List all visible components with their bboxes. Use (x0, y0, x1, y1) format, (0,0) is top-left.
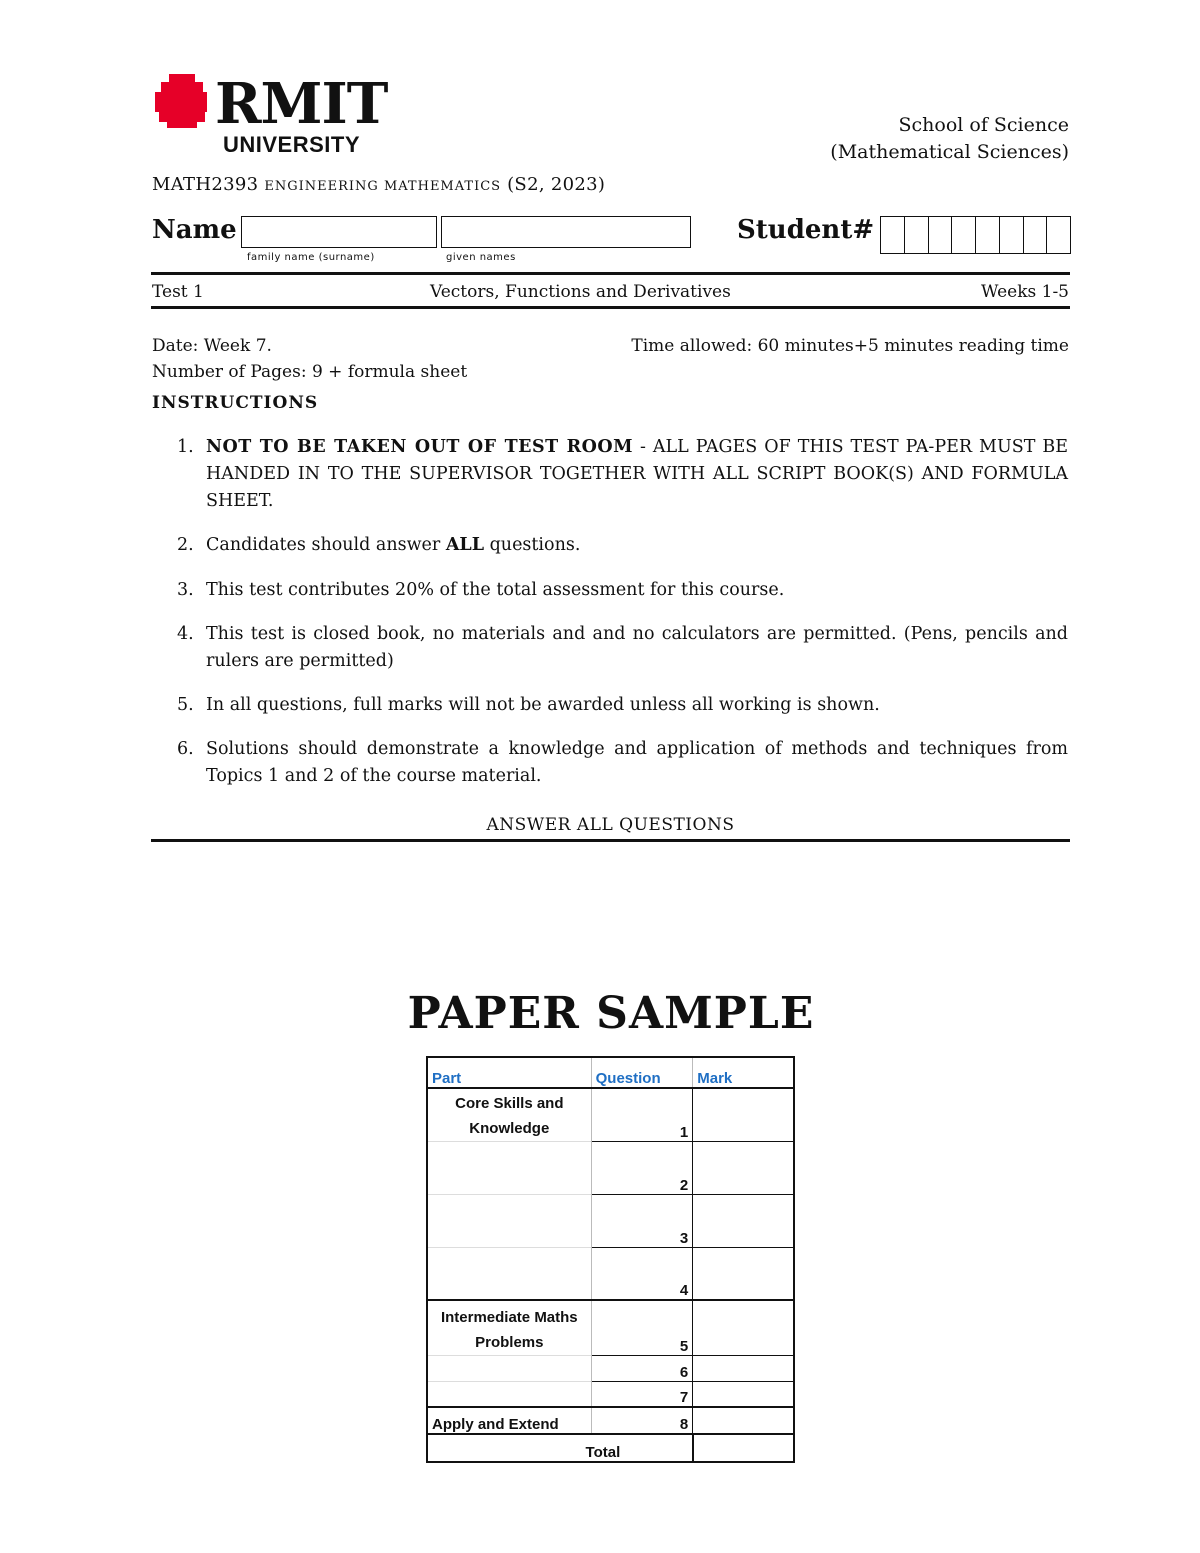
marks-table (426, 1056, 795, 1463)
paper-sample-title: PAPER SAMPLE (407, 988, 815, 1039)
divider-top (151, 272, 1070, 275)
header-part: Part (427, 1057, 591, 1088)
logo-subtitle: UNIVERSITY (223, 132, 361, 157)
school-department: (Mathematical Sciences) (830, 141, 1069, 163)
table-row (427, 1088, 794, 1141)
instructions-heading: INSTRUCTIONS (152, 393, 319, 413)
rmit-logo (155, 71, 388, 157)
total-label: Total (427, 1434, 693, 1462)
instructions-list: 1. NOT TO BE TAKEN OUT OF TEST ROOM - ALL PAGES OF THIS TEST PA-PER MUST BE HANDED IN TO THE SUPERVISOR TOGETHER WITH ALL SCRIPT BOOK(S) AND FORMULA SHEET. 2. Candidates should answer ALL questions. 3. This test contributes 20% of the total assessment for this course. 4. This test is closed book, no materials and and no calculators are permitted. (Pens, pencils and rulers are permitted) 5. In all questions, full marks will not be awarded unless all working is shown. 6. Solutions should demonstrate a knowledge and application of methods and techniques from Topics 1 and 2 of the course material. (177, 437, 1068, 786)
table-row (427, 1300, 794, 1355)
divider-bottom (151, 839, 1070, 842)
given-names-field[interactable] (441, 216, 691, 248)
student-number-label: Student# (737, 215, 875, 245)
part-apply-extend: Apply and Extend (427, 1407, 591, 1434)
exam-date: Date: Week 7. (152, 336, 272, 356)
table-header-row (427, 1057, 794, 1088)
question-number: 3 (591, 1194, 693, 1247)
part-intermediate: Intermediate Maths Problems (427, 1300, 591, 1355)
student-digit-box[interactable] (881, 217, 905, 253)
question-number: 5 (591, 1300, 693, 1355)
question-number: 4 (591, 1247, 693, 1300)
total-mark-cell[interactable] (693, 1434, 794, 1462)
question-number: 8 (591, 1407, 693, 1434)
student-digit-box[interactable] (952, 217, 976, 253)
course-title (152, 174, 605, 195)
test-topic: Vectors, Functions and Derivatives (430, 282, 731, 302)
table-row (427, 1355, 794, 1381)
question-number: 1 (591, 1088, 693, 1141)
name-label: Name (152, 215, 237, 245)
question-number: 7 (591, 1381, 693, 1407)
page-count: Number of Pages: 9 + formula sheet (152, 362, 468, 382)
student-digit-box[interactable] (1000, 217, 1024, 253)
table-row (427, 1141, 794, 1194)
course-name: ENGINEERING MATHEMATICS (264, 179, 502, 194)
header-mark: Mark (697, 1070, 733, 1087)
table-row (427, 1407, 794, 1434)
school-heading (830, 112, 1069, 166)
total-row (427, 1434, 794, 1462)
mark-cell[interactable] (693, 1194, 794, 1247)
family-name-field[interactable] (241, 216, 437, 248)
table-row (427, 1194, 794, 1247)
family-name-hint: family name (surname) (247, 252, 375, 263)
table-row (427, 1247, 794, 1300)
mark-cell[interactable] (693, 1381, 794, 1407)
course-code: MATH2393 (152, 174, 259, 195)
table-row (427, 1381, 794, 1407)
student-number-field[interactable] (880, 216, 1071, 254)
school-name: School of Science (898, 114, 1069, 136)
student-digit-box[interactable] (905, 217, 929, 253)
time-allowed: Time allowed: 60 minutes+5 minutes reading time (631, 336, 1069, 356)
logo-wordmark: RMIT (215, 71, 388, 137)
header-question: Question (591, 1057, 693, 1088)
student-digit-box[interactable] (929, 217, 953, 253)
answer-all-notice: ANSWER ALL QUESTIONS (486, 815, 735, 835)
question-number: 6 (591, 1355, 693, 1381)
divider-bar-bottom (151, 306, 1070, 309)
mark-cell[interactable] (693, 1300, 794, 1355)
mark-cell[interactable] (693, 1247, 794, 1300)
mark-cell[interactable] (693, 1141, 794, 1194)
part-core-skills: Core Skills and Knowledge (427, 1088, 591, 1141)
student-digit-box[interactable] (976, 217, 1000, 253)
test-weeks: Weeks 1-5 (980, 282, 1069, 302)
question-number: 2 (591, 1141, 693, 1194)
mark-cell[interactable] (693, 1407, 794, 1434)
mark-cell[interactable] (693, 1355, 794, 1381)
given-names-hint: given names (446, 252, 516, 263)
mark-cell[interactable] (693, 1088, 794, 1141)
test-number: Test 1 (152, 282, 204, 302)
student-digit-box[interactable] (1024, 217, 1048, 253)
course-term: (S2, 2023) (507, 174, 606, 195)
student-digit-box[interactable] (1047, 217, 1070, 253)
